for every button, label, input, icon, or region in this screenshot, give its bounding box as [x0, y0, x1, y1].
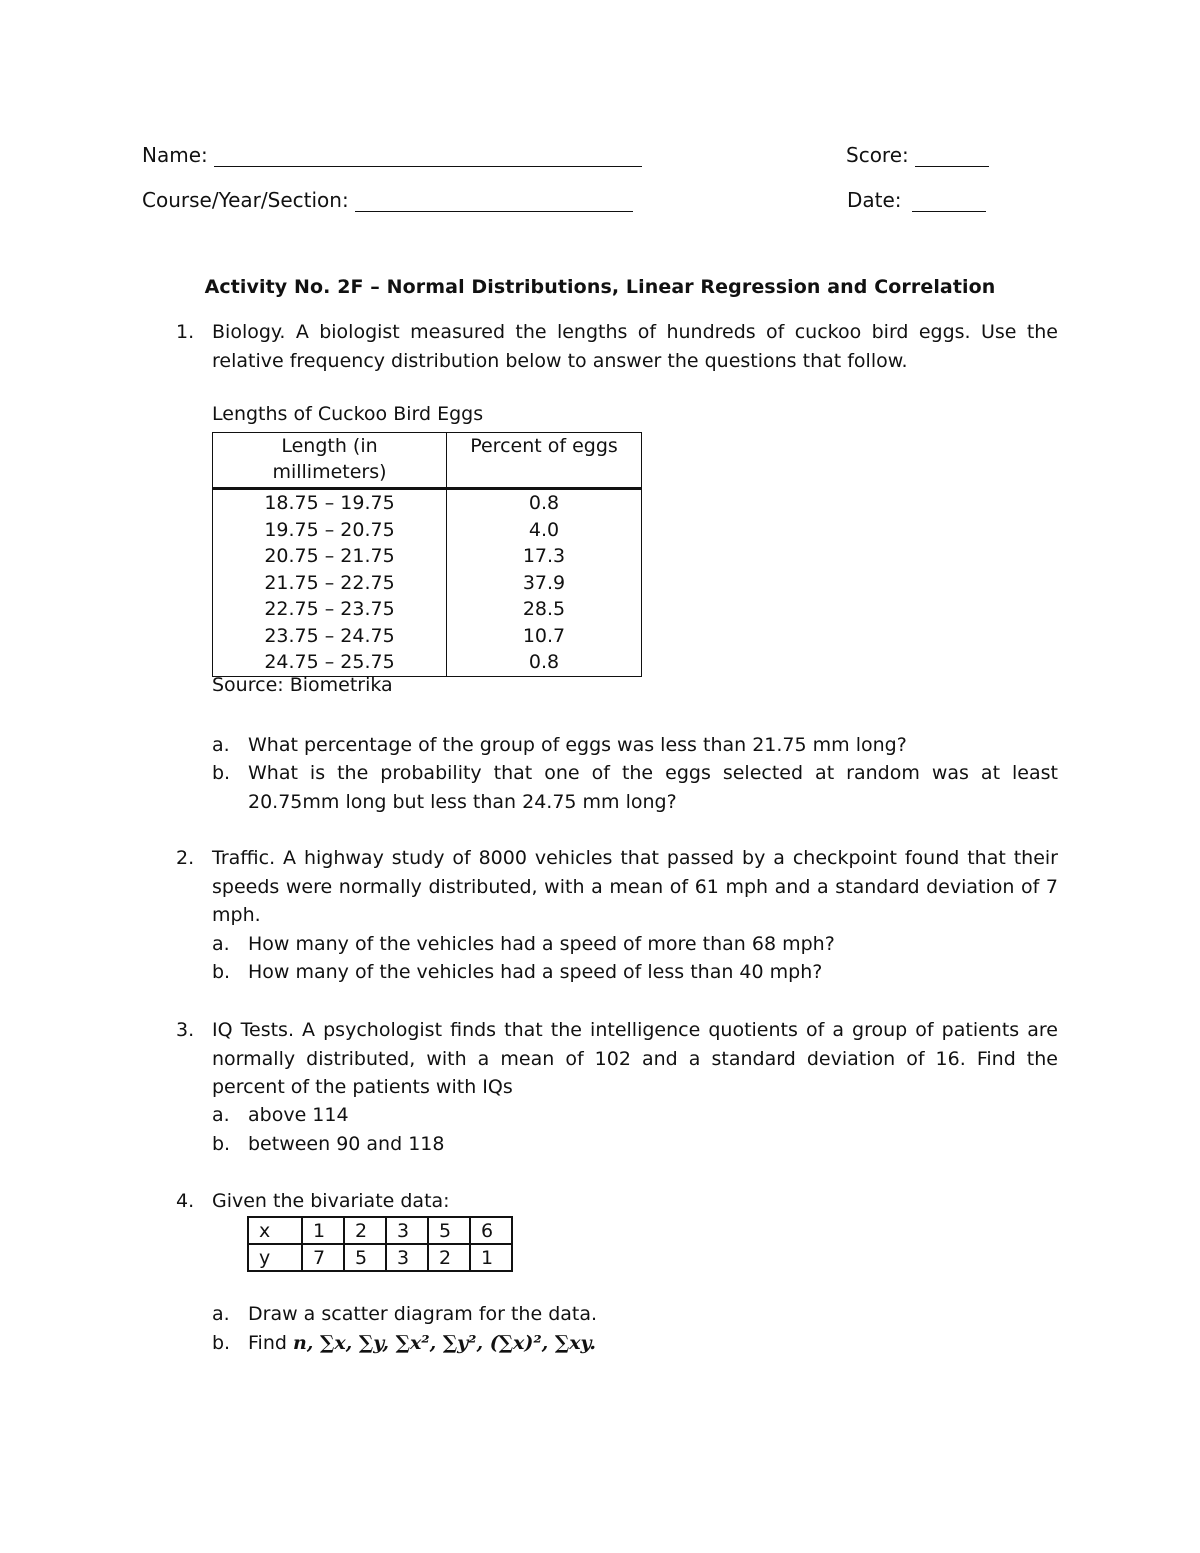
date-label: Date: — [847, 188, 902, 212]
q4b-text — [248, 1329, 596, 1358]
q2a-text: How many of the vehicles had a speed of more than 68 mph? — [248, 933, 835, 955]
activity-title: Activity No. 2F – Normal Distributions, Linear Regression and Correlation — [204, 276, 996, 298]
q1a-text: What percentage of the group of eggs was less than 21.75 mm long? — [248, 734, 907, 756]
table-row: 21.75 – 22.75 37.9 — [213, 570, 642, 597]
q4a-text: Draw a scatter diagram for the data. — [248, 1303, 598, 1325]
course-field — [142, 188, 633, 212]
q4a-label: a. — [212, 1303, 230, 1325]
q3-text: IQ Tests. A psychologist finds that the intelligence quotients of a group of patients are normally distributed, with a mean of 102 and a standard deviation of 16. Find the percent of the patients with IQs — [212, 1019, 1058, 1098]
q3-number: 3. — [176, 1019, 195, 1041]
q3a-label: a. — [212, 1104, 230, 1126]
name-label: Name: — [142, 143, 208, 167]
bivariate-table — [247, 1216, 513, 1272]
table-row: 22.75 – 23.75 28.5 — [213, 596, 642, 623]
q4b-prefix: Find — [248, 1332, 287, 1354]
q4-number: 4. — [176, 1190, 195, 1212]
table-row: x 1 2 3 5 6 — [248, 1217, 512, 1244]
q2-number: 2. — [176, 847, 195, 869]
q1a-label: a. — [212, 734, 230, 756]
score-blank[interactable] — [915, 144, 989, 167]
q3a-text: above 114 — [248, 1104, 349, 1126]
q1-text: Biology. A biologist measured the lengths of hundreds of cuckoo bird eggs. Use the relative frequency distribution below to answer the questions that follow. — [212, 321, 1058, 372]
col-length-header: Length (in millimeters) — [213, 433, 447, 489]
table-caption: Lengths of Cuckoo Bird Eggs — [212, 403, 484, 425]
score-label: Score: — [846, 143, 909, 167]
course-label: Course/Year/Section: — [142, 188, 349, 212]
date-blank[interactable] — [912, 189, 986, 212]
q2a-label: a. — [212, 933, 230, 955]
table-row: 19.75 – 20.75 4.0 — [213, 517, 642, 544]
q1-number: 1. — [176, 321, 195, 343]
q2-text: Traffic. A highway study of 8000 vehicles that passed by a checkpoint found that their speeds were normally distributed, with a mean of 61 mph and a standard deviation of 7 mph. — [212, 847, 1058, 926]
name-blank[interactable] — [214, 144, 642, 167]
q3b-text: between 90 and 118 — [248, 1133, 445, 1155]
q4-text: Given the bivariate data: — [212, 1190, 450, 1212]
col-percent-header: Percent of eggs — [447, 433, 642, 489]
q4b-formula: n, ∑x, ∑y, ∑x², ∑y², (∑x)², ∑xy. — [292, 1332, 597, 1354]
q2b-label: b. — [212, 961, 231, 983]
table-row: 18.75 – 19.75 0.8 — [213, 489, 642, 517]
q4b-label: b. — [212, 1332, 231, 1354]
q3b-label: b. — [212, 1133, 231, 1155]
table-row: y 7 5 3 2 1 — [248, 1244, 512, 1271]
table-row: 23.75 – 24.75 10.7 — [213, 623, 642, 650]
course-blank[interactable] — [355, 189, 633, 212]
cuckoo-egg-table — [212, 432, 642, 677]
date-field — [847, 188, 986, 212]
q2b-text: How many of the vehicles had a speed of less than 40 mph? — [248, 961, 823, 983]
table-source: Source: Biometrika — [212, 674, 393, 696]
q1b-label: b. — [212, 762, 231, 784]
table-row: 24.75 – 25.75 0.8 — [213, 649, 642, 676]
q1b-text: What is the probability that one of the eggs selected at random was at least 20.75mm long but less than 24.75 mm long? — [248, 762, 1058, 813]
table-row: 20.75 – 21.75 17.3 — [213, 543, 642, 570]
score-field — [846, 143, 989, 167]
name-field — [142, 143, 642, 167]
